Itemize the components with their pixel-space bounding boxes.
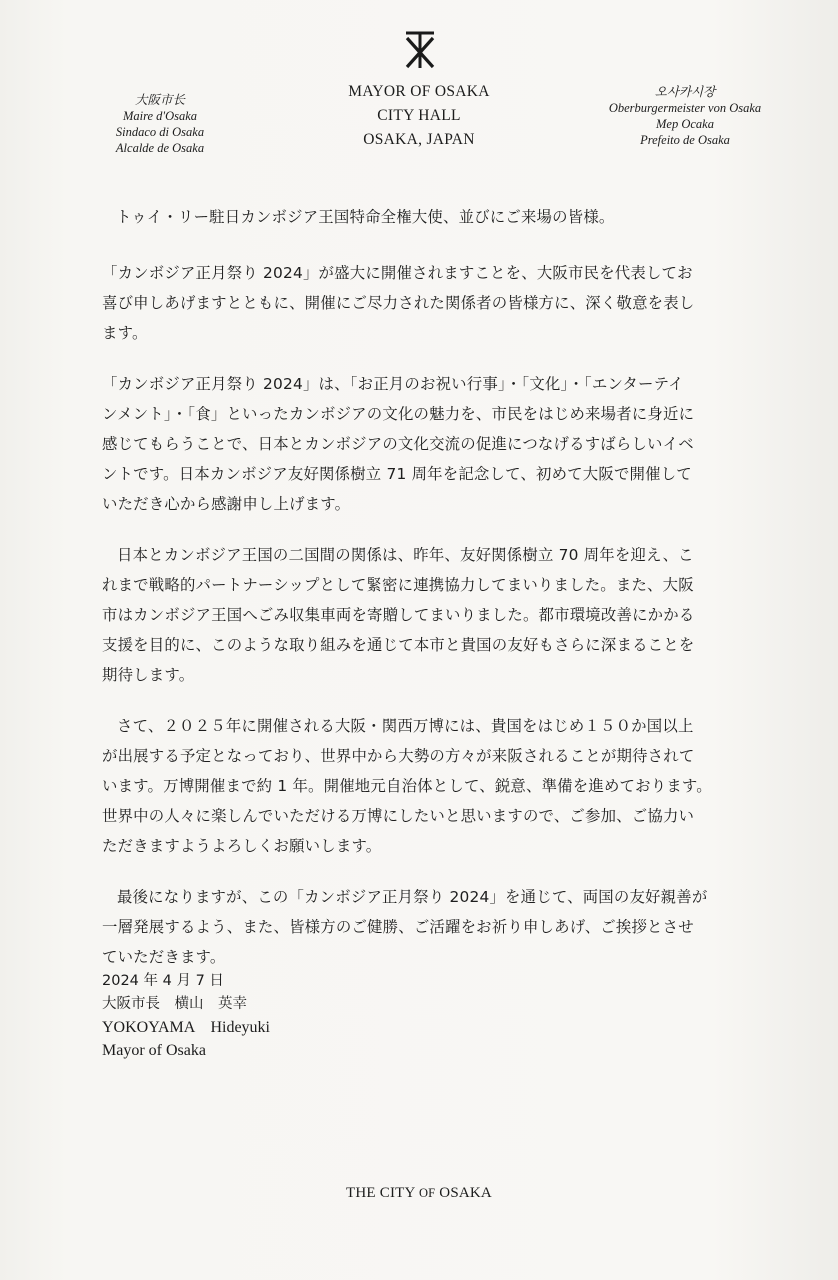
paragraph-2 xyxy=(102,369,742,519)
osaka-miotsukushi-emblem-icon xyxy=(403,30,437,70)
paragraph-line: れまで戦略的パートナーシップとして緊密に連携協力してまいりました。また、大阪 xyxy=(102,576,694,594)
title-portuguese: Prefeito de Osaka xyxy=(640,133,730,147)
paragraph-line: います。万博開催まで約 1 年。開催地元自治体として、鋭意、準備を進めております。 xyxy=(102,777,712,795)
paragraph-line: さて、２０２５年に開催される大阪・関西万博には、貴国をはじめ１５０か国以上 xyxy=(117,717,694,735)
paragraph-line: 期待します。 xyxy=(102,666,195,684)
title-french: Maire d'Osaka xyxy=(122,109,198,123)
paragraph-line: 一層発展するよう、また、皆様方のご健勝、ご活躍をお祈り申しあげ、ご挨拶とさせ xyxy=(102,918,694,936)
paragraph-5 xyxy=(102,882,742,972)
footer-the-city: THE CITY xyxy=(346,1185,415,1201)
paragraph-line: 市はカンボジア王国へごみ収集車両を寄贈してまいりました。都市環境改善にかかる xyxy=(102,606,695,624)
letterhead-mayor-of-osaka: MAYOR OF OSAKA xyxy=(348,83,490,100)
paragraph-line: 日本とカンボジア王国の二国間の関係は、昨年、友好関係樹立 70 周年を迎え、こ xyxy=(117,546,694,564)
paragraph-line: いただき心から感謝申し上げます。 xyxy=(102,495,351,513)
signature-block xyxy=(102,970,270,1062)
letter-body xyxy=(102,202,742,993)
paragraph-line: 「カンボジア正月祭り 2024」は、「お正月のお祝い行事」・「文化」・「エンターテイ xyxy=(102,375,684,393)
title-chinese: 大阪市长 xyxy=(134,93,185,107)
paragraph-line: 喜び申しあげますとともに、開催にご尽力された関係者の皆様方に、深く敬意を表し xyxy=(102,294,695,312)
title-italian: Sindaco di Osaka xyxy=(115,125,205,139)
signer-title-name-ja: 大阪市長 横山 英幸 xyxy=(102,996,247,1012)
paragraph-line: が出展する予定となっており、世界中から大勢の方々が来阪されることが期待されて xyxy=(102,747,695,765)
salutation: トゥイ・リー駐日カンボジア王国特命全権大使、並びにご来場の皆様。 xyxy=(116,208,615,226)
signer-name-en: YOKOYAMA Hideyuki xyxy=(102,1019,271,1036)
letterhead-city-hall: CITY HALL xyxy=(377,107,461,124)
paragraph-line: 世界中の人々に楽しんでいただける万博にしたいと思いますので、ご参加、ご協力い xyxy=(102,807,695,825)
paragraph-line: 最後になりますが、この「カンボジア正月祭り 2024」を通じて、両国の友好親善が xyxy=(117,888,708,906)
footer-osaka: OSAKA xyxy=(439,1185,492,1201)
footer-city-name xyxy=(0,1185,838,1202)
paragraph-3 xyxy=(102,540,742,690)
paragraph-line: ンメント」・「食」といったカンボジアの文化の魅力を、市民をはじめ来場者に身近に xyxy=(102,405,695,423)
title-spanish: Alcalde de Osaka xyxy=(115,141,205,155)
paragraph-1 xyxy=(102,258,742,348)
title-russian: Mep Ocaka xyxy=(656,117,714,131)
paragraph-line: 支援を目的に、このような取り組みを通じて本市と貴国の友好もさらに深まることを xyxy=(102,636,695,654)
paragraph-line: 「カンボジア正月祭り 2024」が盛大に開催されますことを、大阪市民を代表してお xyxy=(102,264,693,282)
paragraph-line: 感じてもらうことで、日本とカンボジアの文化交流の促進につなげるすばらしいイベ xyxy=(102,435,694,453)
paragraph-line: ます。 xyxy=(102,324,148,342)
letter-date: 2024 年 4 月 7 日 xyxy=(102,973,224,989)
signer-title-en: Mayor of Osaka xyxy=(102,1042,206,1059)
letterhead-osaka-japan: OSAKA, JAPAN xyxy=(363,131,475,148)
paragraph-line: ントです。日本カンボジア友好関係樹立 71 周年を記念して、初めて大阪で開催して xyxy=(102,465,692,483)
footer-of: OF xyxy=(418,1186,436,1200)
paragraph-line: ていただきます。 xyxy=(102,948,226,966)
title-german: Oberburgermeister von Osaka xyxy=(608,101,762,115)
title-korean: 오사카시장 xyxy=(654,85,716,99)
paragraph-line: ただきますようよろしくお願いします。 xyxy=(102,837,382,855)
paragraph-4 xyxy=(102,711,742,861)
letterhead-right-titles xyxy=(600,84,770,148)
